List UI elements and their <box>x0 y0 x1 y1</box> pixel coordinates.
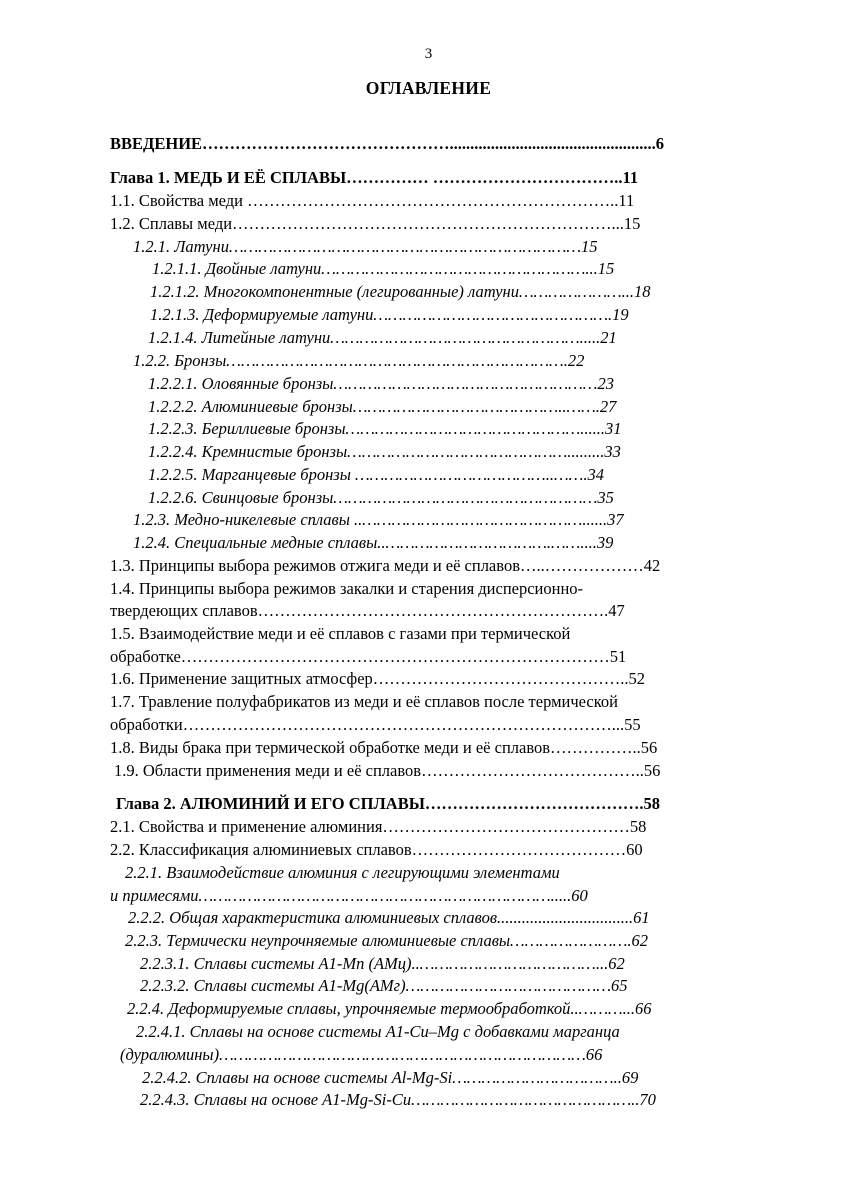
toc-line: 1.4. Принципы выбора режимов закалки и старения дисперсионно- <box>110 579 584 598</box>
toc-line: 1.2.4. Специальные медные сплавы..…………………………….……....39 <box>133 533 614 552</box>
toc-line: 1.2.2.3. Бериллиевые бронзы…………………………………………......31 <box>148 419 622 438</box>
toc-line: 1.2.1.1. Двойные латуни………………………………………………...15 <box>152 259 615 278</box>
toc-line: 1.2.1.4. Литейные латуни…………………………………………….....21 <box>148 328 617 347</box>
toc-line: 1.5. Взаимодействие меди и её сплавов с газами при термической <box>110 624 571 643</box>
toc-line: 1.2.3. Медно-никелевые сплавы ..………………………………………......37 <box>133 510 624 529</box>
toc-line: 2.2.4.1. Сплавы на основе системы А1-Cu–Mg с добавками марганца <box>136 1022 620 1041</box>
toc-line: 2.2.4. Деформируемые сплавы, упрочняемые термообработкой..………...66 <box>127 999 652 1018</box>
toc-line: 1.2.1. Латуни………………………………………………………………15 <box>133 237 598 256</box>
toc-line: 2.2.3.2. Сплавы системы А1-Mg(АМг)……………………………………65 <box>140 976 628 995</box>
toc-line: 1.3. Принципы выбора режимов отжига меди и её сплавов…..………………42 <box>110 556 661 575</box>
toc-line: 1.7. Травление полуфабрикатов из меди и её сплавов после термической <box>110 692 618 711</box>
toc-line: 1.6. Применение защитных атмосфер………………………………………..52 <box>110 669 646 688</box>
toc-line: 2.2.3.1. Сплавы системы А1-Мn (АМц)..………………………………...62 <box>140 954 625 973</box>
toc-line: 1.2.1.3. Деформируемые латуни………………………………………….19 <box>150 305 629 324</box>
toc-line: 1.2.2.1. Оловянные бронзы………………………………………………23 <box>148 374 614 393</box>
toc-line: 1.2.2.5. Марганцевые бронзы …………………………………..…….34 <box>148 465 604 484</box>
toc-line: ВВЕДЕНИЕ………………………………………..................................................6 <box>110 134 665 153</box>
toc-line: 2.1. Свойства и применение алюминия………………………………………58 <box>110 817 647 836</box>
toc-line: (дуралюмины)…………………………………………………………………66 <box>120 1045 603 1064</box>
toc-line: обработки……………………………………………………………………...55 <box>110 715 641 734</box>
toc-line: Глава 2. АЛЮМИНИЙ И ЕГО СПЛАВЫ………………………………….58 <box>116 794 661 813</box>
toc-line: 2.2.3. Термически неупрочняемые алюминиевые сплавы…………………….62 <box>125 931 649 950</box>
toc-line: и примесями……………………………………………………………….....60 <box>110 886 588 905</box>
toc-line: 1.2.2.4. Кремнистые бронзы……………………………………….........33 <box>148 442 621 461</box>
toc-line: 1.2. Сплавы меди……………………………………………………………...15 <box>110 214 641 233</box>
toc-line: Глава 1. МЕДЬ И ЕЁ СПЛАВЫ…………… ……………………………..11 <box>110 168 639 187</box>
toc-line: 2.2.4.3. Сплавы на основе А1-Mg-Si-Cu………………………………………..70 <box>140 1090 656 1109</box>
toc-line: 1.8. Виды брака при термической обработке меди и её сплавов……………..56 <box>110 738 658 757</box>
toc-line: 2.2.2. Общая характеристика алюминиевых сплавов.................................61 <box>128 908 650 927</box>
toc-line: 1.9. Области применения меди и её сплавов…………………………………..56 <box>114 761 661 780</box>
toc-line: 2.2.1. Взаимодействие алюминия с легирующими элементами <box>125 863 560 882</box>
toc-line: 2.2.4.2. Сплавы на основе системы Al-Mg-Si……………………………..69 <box>142 1068 639 1087</box>
toc-line: твердеющих сплавов……………………………………………………….47 <box>110 601 625 620</box>
toc-line: 1.2.2.6. Свинцовые бронзы………………………………………………35 <box>148 488 614 507</box>
toc-line: 1.2.2. Бронзы…………………………………………………………….22 <box>133 351 585 370</box>
toc-line: 1.2.2.2. Алюминиевые бронзы……………………………………..…….27 <box>148 397 617 416</box>
toc-line: 2.2. Классификация алюминиевых сплавов…………………………………60 <box>110 840 643 859</box>
page-number: 3 <box>424 46 433 62</box>
toc-line: 1.1. Свойства меди …………………………………………………………..11 <box>110 191 635 210</box>
toc-line: обработке……………………………………………………………………51 <box>110 647 627 666</box>
toc-line: 1.2.1.2. Многокомпонентные (легированные) латуни…………………...18 <box>150 282 651 301</box>
page-title: ОГЛАВЛЕНИЕ <box>365 78 492 98</box>
